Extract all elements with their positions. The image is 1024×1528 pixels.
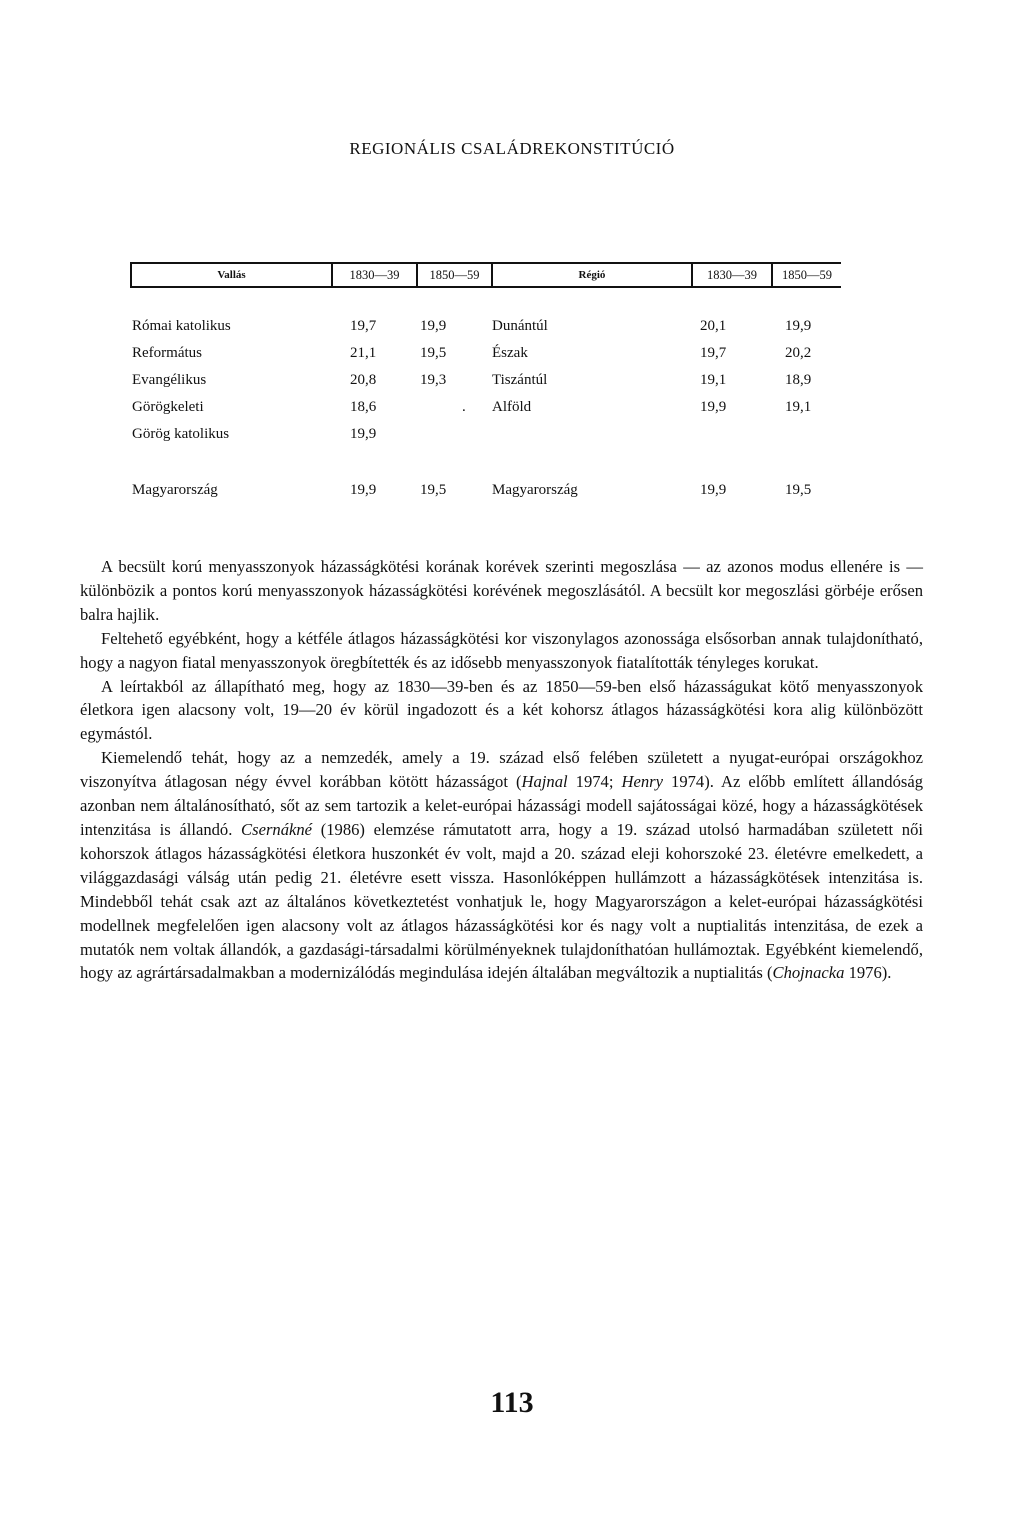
cell: 18,9	[785, 372, 812, 388]
cell: 19,5	[420, 482, 447, 498]
cell: 19,1	[700, 372, 727, 388]
header-religion: Vallás	[130, 264, 331, 286]
cell: 19,9	[350, 482, 377, 498]
table-total-row	[0, 482, 1024, 506]
table-row	[0, 372, 1024, 396]
citation-author: Chojnacka	[772, 963, 845, 983]
cell: Alföld	[492, 399, 532, 415]
cell: 18,6	[350, 399, 377, 415]
cell: Római katolikus	[132, 318, 231, 334]
text-run: 1976).	[844, 963, 892, 983]
paragraph	[80, 746, 923, 985]
text-run: Kiemelendő tehát, hogy az a nemzedék, amely a 19. század első felében született a nyugat-európai országokhoz viszonyítva átlagosan négy évvel korábban kötött házasságot (	[80, 748, 923, 792]
header-1850-59: 1850—59	[416, 264, 491, 286]
cell: Görög katolikus	[132, 426, 230, 442]
cell: Magyarország	[492, 482, 578, 498]
page-number: 113	[490, 1386, 534, 1419]
paragraph: A leírtakból az állapítható meg, hogy az 1830—39-ben és az 1850—59-ben első házasságukat kötő menyasszonyok életkora igen alacsony volt, 19—20 év körül ingadozott és a két kohorsz átlagos házasságkötési kora alig különbözött egymástól.	[80, 676, 923, 744]
citation-author: Hajnal	[521, 772, 568, 792]
header-1850-59-region: 1850—59	[771, 264, 841, 286]
cell: Dunántúl	[492, 318, 548, 334]
cell: Tiszántúl	[492, 372, 548, 388]
cell: Görögkeleti	[132, 399, 204, 415]
cell: 19,5	[785, 482, 812, 498]
cell: 19,9	[700, 482, 727, 498]
citation-author: Henry	[621, 772, 663, 792]
cell: Evangélikus	[132, 372, 207, 388]
body-text	[80, 555, 923, 985]
text-run: 1974;	[567, 772, 622, 792]
cell: 20,2	[785, 345, 812, 361]
cell: 19,9	[700, 399, 727, 415]
cell: 19,7	[350, 318, 377, 334]
citation-author: Csernákné	[241, 819, 313, 839]
table-row	[0, 345, 1024, 369]
cell: 19,9	[785, 318, 812, 334]
table-row	[0, 426, 1024, 450]
cell: 19,9	[350, 426, 377, 442]
cell: 20,8	[350, 372, 377, 388]
paragraph: Feltehető egyébként, hogy a kétféle átlagos házasságkötési kor viszonylagos azonossága elsősorban annak tulajdonítható, hogy a nagyon fiatal menyasszonyok öregbítették és az idősebb menyasszonyok fiatalították tényleges korukat.	[80, 628, 923, 672]
text-run: (1986) elemzése rámutatott arra, hogy a 19. század utolsó harmadában született női kohorszok átlagos házasságkötési életkora huszonkét év volt, majd a 20. század eleji kohorszoké 23. életévre emelkedett, a világgazdasági válság után pedig 21. életévre esett vissza. Hasonlóképpen hullámzott a házasságkötések intenzitása is. Mindebből tehát csak azt az általános következtetést vonhatjuk le, hogy Magyarországon a kelet-európai házasságkötési modellnek megfelelően igen alacsony volt az átlagos házasságkötési kor és nagy volt a nuptialitás intenzitása, de ezek a mutatók nem voltak állandók, a gazdasági-társadalmi körülményeknek tulajdoníthatóan hullámoztak. Egyébként kiemelendő, hogy az agrártársadalmakban a modernizálódás megindulása idején általában megváltozik a nuptialitás (	[80, 819, 923, 983]
running-head: REGIONÁLIS CSALÁDREKONSTITÚCIÓ	[349, 139, 675, 158]
cell: Református	[132, 345, 202, 361]
cell: 20,1	[700, 318, 727, 334]
table-row	[0, 399, 1024, 423]
table-row	[0, 318, 1024, 342]
header-1830-39: 1830—39	[331, 264, 416, 286]
paragraph: A becsült korú menyasszonyok házasságkötési korának korévek szerinti megoszlása — az azonos modus ellenére is — különbözik a pontos korú menyasszonyok házasságkötési korévének megoszlásától. A becsült kor megoszlási görbéje erősen balra hajlik.	[80, 557, 923, 624]
cell: 19,9	[420, 318, 447, 334]
cell: .	[462, 399, 466, 415]
header-region: Régió	[491, 264, 691, 286]
cell: Észak	[492, 345, 528, 361]
cell: Magyarország	[132, 482, 218, 498]
cell: 19,1	[785, 399, 812, 415]
header-1830-39-region: 1830—39	[691, 264, 771, 286]
cell: 21,1	[350, 345, 377, 361]
table-header	[130, 262, 841, 288]
cell: 19,3	[420, 372, 447, 388]
cell: 19,5	[420, 345, 447, 361]
cell: 19,7	[700, 345, 727, 361]
text-run: 1974). Az előbb említett állandóság azonban nem általánosítható, sőt az sem tartozik a kelet-európai házassági modell sajátosságai közé, hogy a házasságkötések intenzitása is állandó.	[80, 772, 923, 839]
